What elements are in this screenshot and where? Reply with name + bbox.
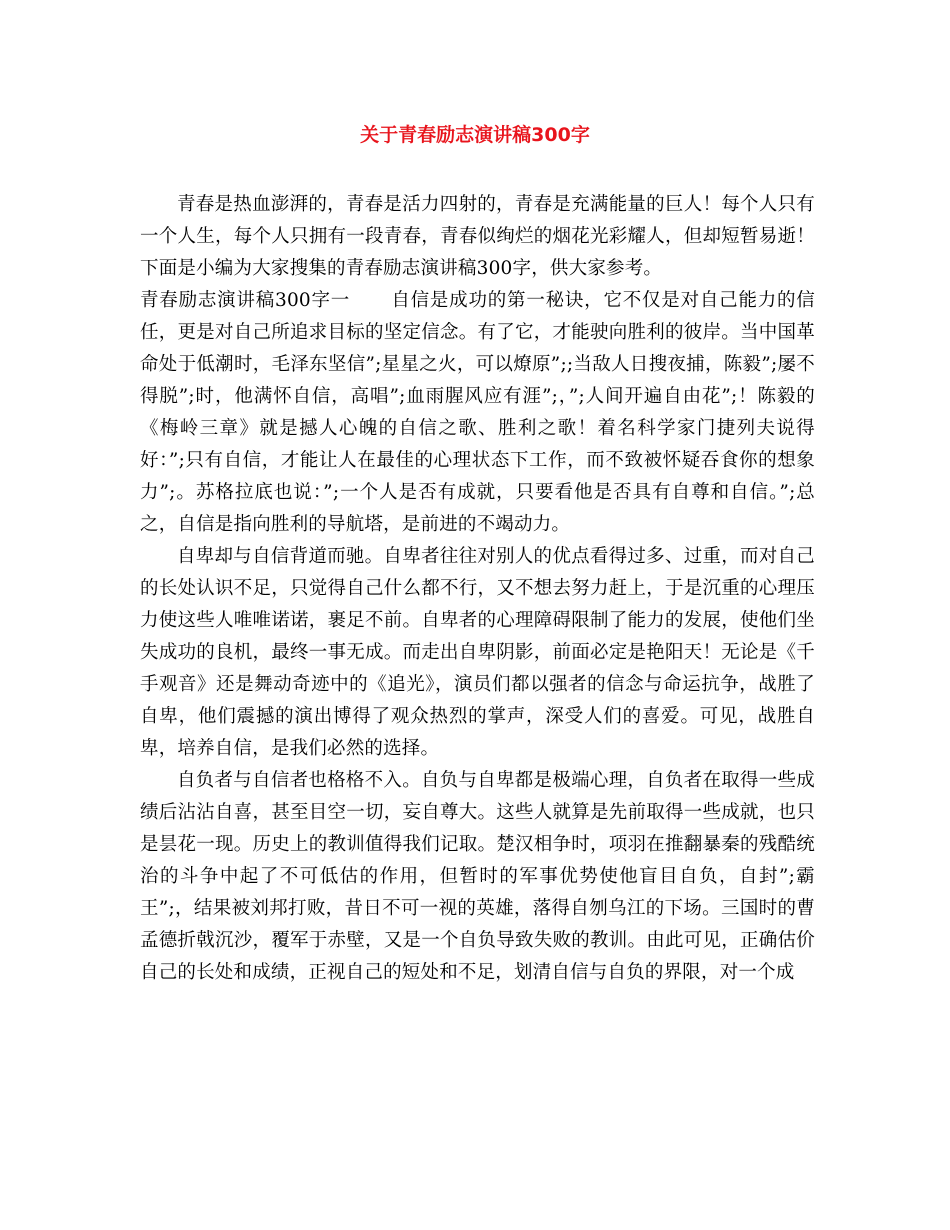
paragraph-2: 自卑却与自信背道而驰。自卑者往往对别人的优点看得过多、过重，而对自己的长处认识不足，只觉得自己什么都不行，又不想去努力赶上，于是沉重的心理压力使这些人唯唯诺诺，裹足不前。自卑者的心理障碍限制了能力的发展，使他们坐失成功的良机，最终一事无成。而走出自卑阴影，前面必定是艳阳天！无论是《千手观音》还是舞动奇迹中的《追光》，演员们都以强者的信念与命运抗争，战胜了自卑，他们震撼的演出博得了观众热烈的掌声，深受人们的喜爱。可见，战胜自卑，培养自信，是我们必然的选择。 (140, 546, 815, 759)
paragraph-3: 自负者与自信者也格格不入。自负与自卑都是极端心理，自负者在取得一些成绩后沾沾自喜，甚至目空一切，妄自尊大。这些人就算是先前取得一些成就，也只是昙花一现。历史上的教训值得我们记取。楚汉相争时，项羽在推翻暴秦的残酷统治的斗争中起了不可低估的作用，但暂时的军事优势使他盲目自负，自封”;霸王”;，结果被刘邦打败，昔日不可一视的英雄，落得自刎乌江的下场。三国时的曹孟德折戟沉沙，覆军于赤壁，又是一个自负导致失败的教训。由此可见，正确估价自己的长处和成绩，正视自己的短处和不足，划清自信与自负的界限，对一个成 (140, 770, 815, 983)
section-first-paragraph: 自信是成功的第一秘诀，它不仅是对自己能力的信任，更是对自己所追求目标的坚定信念。有了它，才能驶向胜利的彼岸。当中国革命处于低潮时，毛泽东坚信”;星星之火，可以燎原”;;当敌人日搜夜捕，陈毅”;屡不得脱”;时，他满怀自信，高唱”;血雨腥风应有涯”;，”;人间开遍自由花”;！陈毅的《梅岭三章》就是撼人心魄的自信之歌、胜利之歌！着名科学家门捷列夫说得好：”;只有自信，才能让人在最佳的心理状态下工作，而不致被怀疑吞食你的想象力”;。苏格拉底也说：”;一个人是否有成就，只要看他是否具有自尊和自信。”;总之，自信是指向胜利的导航塔，是前进的不竭动力。 (140, 290, 815, 535)
section-heading: 青春励志演讲稿300字一 (140, 290, 351, 311)
document-title: 关于青春励志演讲稿300字 (360, 124, 590, 146)
intro-paragraph: 青春是热血澎湃的，青春是活力四射的，青春是充满能量的巨人！每个人只有一个人生，每个人只拥有一段青春，青春似绚烂的烟花光彩耀人，但却短暂易逝！下面是小编为大家搜集的青春励志演讲稿300字，供大家参考。 (140, 194, 815, 279)
section-paragraph-1 (140, 285, 815, 541)
document-body (140, 189, 815, 989)
